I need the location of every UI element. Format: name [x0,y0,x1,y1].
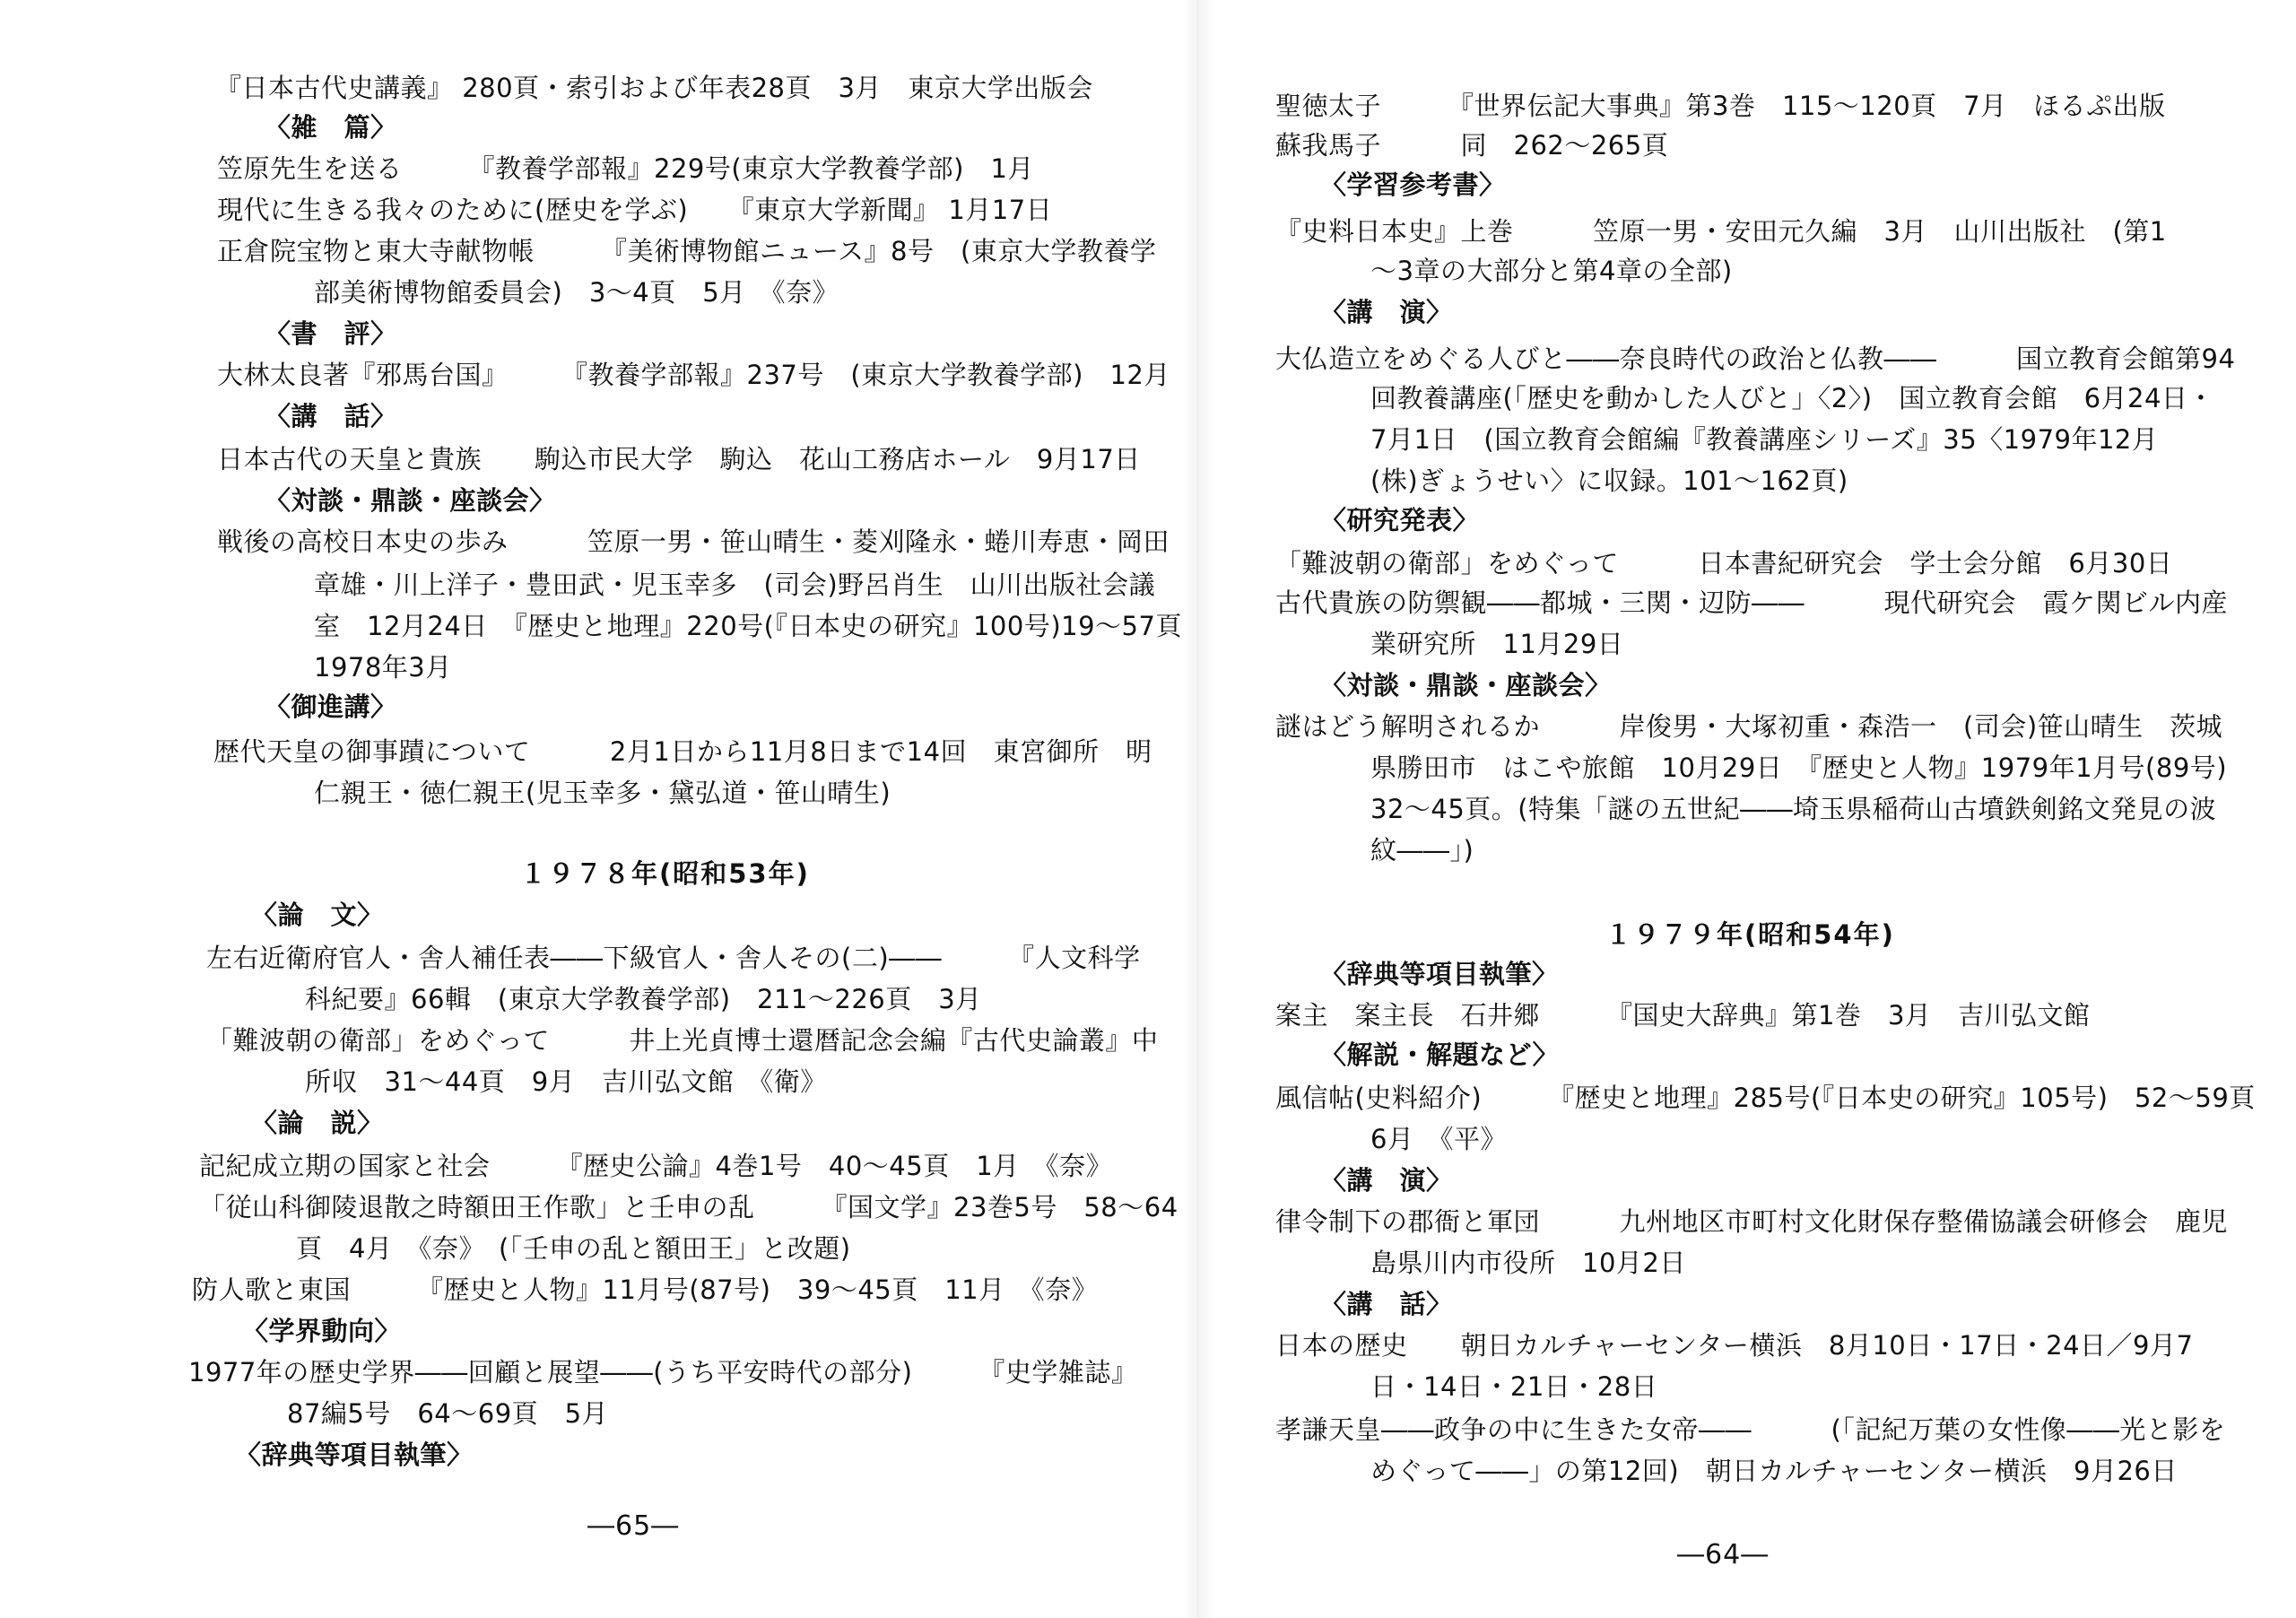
text-line: 日・14日・21日・28日 [1370,1371,1658,1402]
section-heading: 〈研究発表〉 [1320,505,1480,535]
text-line: 「従山科御陵退散之時額田王作歌」と壬申の乱 『国文学』23巻5号 58～64 [199,1192,1178,1222]
book-gutter [1182,0,1214,1618]
section-heading: 〈書 評〉 [265,318,397,349]
text-line: 1977年の歴史学界――回顧と展望――(うち平安時代の部分) 『史学雑誌』 [188,1357,1138,1387]
text-line: (株)ぎょうせい〉に収録。101～162頁) [1370,465,1848,496]
page-number: ―64― [1677,1539,1770,1570]
section-heading: 〈講 演〉 [1320,1165,1453,1196]
section-heading: 〈論 説〉 [251,1108,384,1138]
text-line: 業研究所 11月29日 [1370,629,1624,659]
section-heading: 〈講 演〉 [1320,297,1453,327]
text-line: 「難波朝の衛部」をめぐって 井上光貞博士還暦記念会編『古代史論叢』中 [206,1025,1159,1056]
text-line: 87編5号 64～69頁 5月 [287,1398,609,1429]
text-line: 紋――」) [1370,835,1474,866]
right-page [1265,0,2256,1618]
text-line: めぐって――」の第12回) 朝日カルチャーセンター横浜 9月26日 [1370,1456,2178,1486]
text-line: 大林太良著『邪馬台国』 『教養学部報』237号 (東京大学教養学部) 12月 [217,360,1170,390]
text-line: 笠原先生を送る 『教養学部報』229号(東京大学教養学部) 1月 [217,153,1034,184]
text-line: 32～45頁。(特集「謎の五世紀――埼玉県稲荷山古墳鉄剣銘文発見の波 [1370,794,2217,824]
text-line: 歴代天皇の御事蹟について 2月1日から11月8日まで14回 東宮御所 明 [213,736,1152,767]
section-heading: 〈論 文〉 [251,900,384,930]
section-heading: 〈講 話〉 [1320,1289,1453,1319]
text-line: 孝謙天皇――政争の中に生きた女帝―― (「記紀万葉の女性像――光と影を [1275,1414,2226,1445]
text-line: 部美術博物館委員会) 3～4頁 5月 《奈》 [314,277,839,308]
text-line: 記紀成立期の国家と社会 『歴史公論』4巻1号 40～45頁 1月 《奈》 [199,1151,1113,1181]
text-line: 頁 4月 《奈》 (「壬申の乱と額田王」と改題) [296,1233,851,1264]
section-heading: 〈学界動向〉 [242,1316,402,1346]
text-line: 1978年3月 [314,652,452,683]
text-line: 『史料日本史』上巻 笠原一男・安田元久編 3月 山川出版社 (第1 [1275,216,2167,247]
section-heading: 〈講 話〉 [265,401,397,431]
text-line: 左右近衛府官人・舎人補任表――下級官人・舎人その(二)―― 『人文科学 [206,943,1141,973]
text-line: 案主 案主長 石井郷 『国史大辞典』第1巻 3月 吉川弘文館 [1275,1000,2091,1031]
section-heading: 〈辞典等項目執筆〉 [235,1440,474,1470]
text-line: 科紀要』66輯 (東京大学教養学部) 211～226頁 3月 [305,984,982,1014]
text-line: 回教養講座(「歴史を動かした人びと」〈2〉) 国立教育会館 6月24日・ [1370,383,2214,413]
section-heading: 〈学習参考書〉 [1320,170,1506,200]
text-line: 蘇我馬子 同 262～265頁 [1275,130,1669,161]
section-heading: 〈雑 篇〉 [265,112,397,143]
page-number: ―65― [587,1510,680,1542]
text-line: 6月 《平》 [1370,1124,1507,1154]
text-line: 日本の歴史 朝日カルチャーセンター横浜 8月10日・17日・24日／9月7 [1275,1330,2194,1361]
section-heading: 〈対談・鼎談・座談会〉 [1320,670,1612,700]
text-line: 戦後の高校日本史の歩み 笠原一男・笹山晴生・菱刈隆永・蜷川寿恵・岡田 [217,526,1170,557]
text-line: 大仏造立をめぐる人びと――奈良時代の政治と仏教―― 国立教育会館第94 [1275,344,2236,374]
text-line: 『日本古代史講義』 280頁・索引および年表28頁 3月 東京大学出版会 [215,73,1093,103]
section-heading: 〈辞典等項目執筆〉 [1320,959,1559,989]
text-line: 聖徳太子 『世界伝記大事典』第3巻 115～120頁 7月 ほるぷ出版 [1275,91,2166,121]
text-line: 仁親王・徳仁親王(児玉幸多・黛弘道・笹山晴生) [314,778,891,808]
text-line: 現代に生きる我々のために(歴史を学ぶ) 『東京大学新聞』 1月17日 [217,195,1053,225]
text-line: ～3章の大部分と第4章の全部) [1370,256,1733,286]
text-line: 古代貴族の防禦観――都城・三関・辺防―― 現代研究会 霞ケ関ビル内産 [1275,587,2229,618]
year-heading: １９７９年(昭和54年) [1605,919,1895,950]
text-line: 防人歌と東国 『歴史と人物』11月号(87号) 39～45頁 11月 《奈》 [192,1274,1099,1305]
text-line: 日本古代の天皇と貴族 駒込市民大学 駒込 花山工務店ホール 9月17日 [217,444,1141,474]
text-line: 所収 31～44頁 9月 吉川弘文館 《衛》 [305,1066,827,1097]
text-line: 「難波朝の衛部」をめぐって 日本書紀研究会 学士会分館 6月30日 [1275,548,2173,578]
left-page [179,0,1182,1618]
text-line: 7月1日 (国立教育会館編『教養講座シリーズ』35〈1979年12月 [1370,424,2159,455]
text-line: 県勝田市 はこや旅館 10月29日 『歴史と人物』1979年1月号(89号) [1370,752,2228,783]
section-heading: 〈対談・鼎談・座談会〉 [265,485,556,516]
section-heading: 〈御進講〉 [265,692,397,722]
section-heading: 〈解説・解題など〉 [1320,1040,1560,1070]
text-line: 章雄・川上洋子・豊田武・児玉幸多 (司会)野呂肖生 山川出版社会議 [314,570,1156,600]
text-line: 風信帖(史料紹介) 『歴史と地理』285号(『日本史の研究』105号) 52～59頁 [1275,1083,2256,1113]
text-line: 正倉院宝物と東大寺献物帳 『美術博物館ニュース』8号 (東京大学教養学 [217,236,1157,266]
text-line: 律令制下の郡衙と軍団 九州地区市町村文化財保存整備協議会研修会 鹿児 [1275,1206,2229,1237]
text-line: 謎はどう解明されるか 岸俊男・大塚初重・森浩一 (司会)笹山晴生 茨城 [1275,711,2223,742]
year-heading: １９７８年(昭和53年) [520,858,810,889]
text-line: 室 12月24日 『歴史と地理』220号(『日本史の研究』100号)19～57頁 [314,611,1182,641]
text-line: 島県川内市役所 10月2日 [1370,1248,1686,1278]
